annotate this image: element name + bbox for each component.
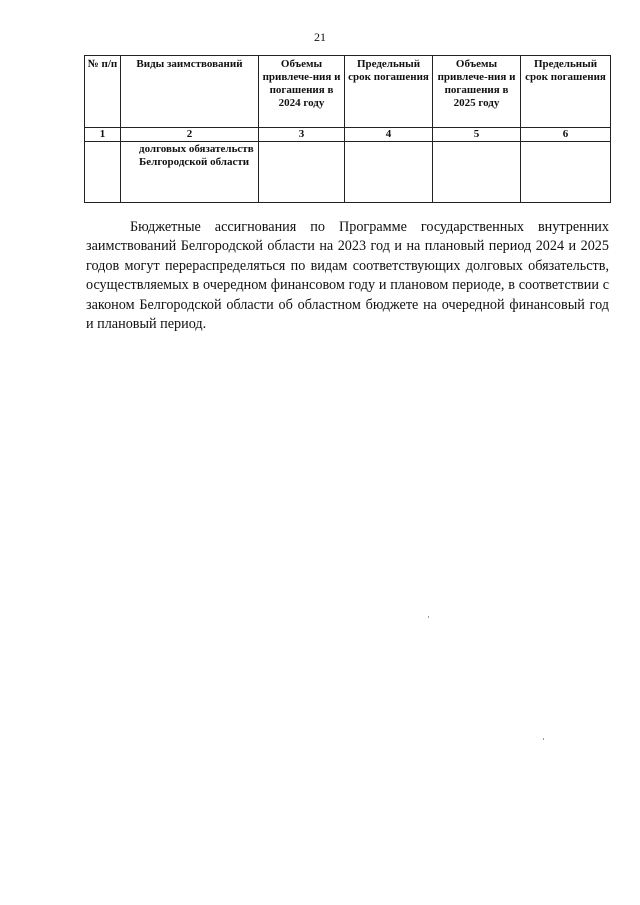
- header-row-number: № п/п: [85, 56, 121, 128]
- body-paragraph: Бюджетные ассигнования по Программе государственных внутренних заимствований Белгородской области на 2023 год и на плановый период 2024 и 2025 годов могут перераспределяться по видам соответствующих долговых обязательств, осуществляемых в очередном финансовом году и плановом периоде, в соответствии с законом Белгородской области об областном бюджете на очередной финансовый год и плановый период.: [86, 219, 609, 333]
- column-number: 5: [433, 128, 521, 142]
- table-header-row: [85, 56, 611, 128]
- volume-2025-cell: [433, 142, 521, 203]
- volume-2024-cell: [259, 142, 345, 203]
- table-row: [85, 142, 611, 203]
- header-term-2024: Предельный срок погашения: [345, 56, 433, 128]
- borrowing-type-cell: долговых обязательств Белгородской области: [121, 142, 259, 203]
- term-2024-cell: [345, 142, 433, 203]
- column-number: 1: [85, 128, 121, 142]
- column-number: 2: [121, 128, 259, 142]
- header-volume-2025: Объемы привлече-ния и погашения в 2025 году: [433, 56, 521, 128]
- term-2025-cell: [521, 142, 611, 203]
- header-volume-2024: Объемы привлече-ния и погашения в 2024 году: [259, 56, 345, 128]
- column-number: 4: [345, 128, 433, 142]
- column-number-row: [85, 128, 611, 142]
- borrowing-program-table: [84, 55, 611, 203]
- scan-speck: [543, 738, 544, 740]
- scan-speck: [428, 616, 429, 618]
- page-number: 21: [314, 30, 326, 44]
- column-number: 3: [259, 128, 345, 142]
- row-number-cell: [85, 142, 121, 203]
- header-borrowing-type: Виды заимствований: [121, 56, 259, 128]
- header-term-2025: Предельный срок погашения: [521, 56, 611, 128]
- column-number: 6: [521, 128, 611, 142]
